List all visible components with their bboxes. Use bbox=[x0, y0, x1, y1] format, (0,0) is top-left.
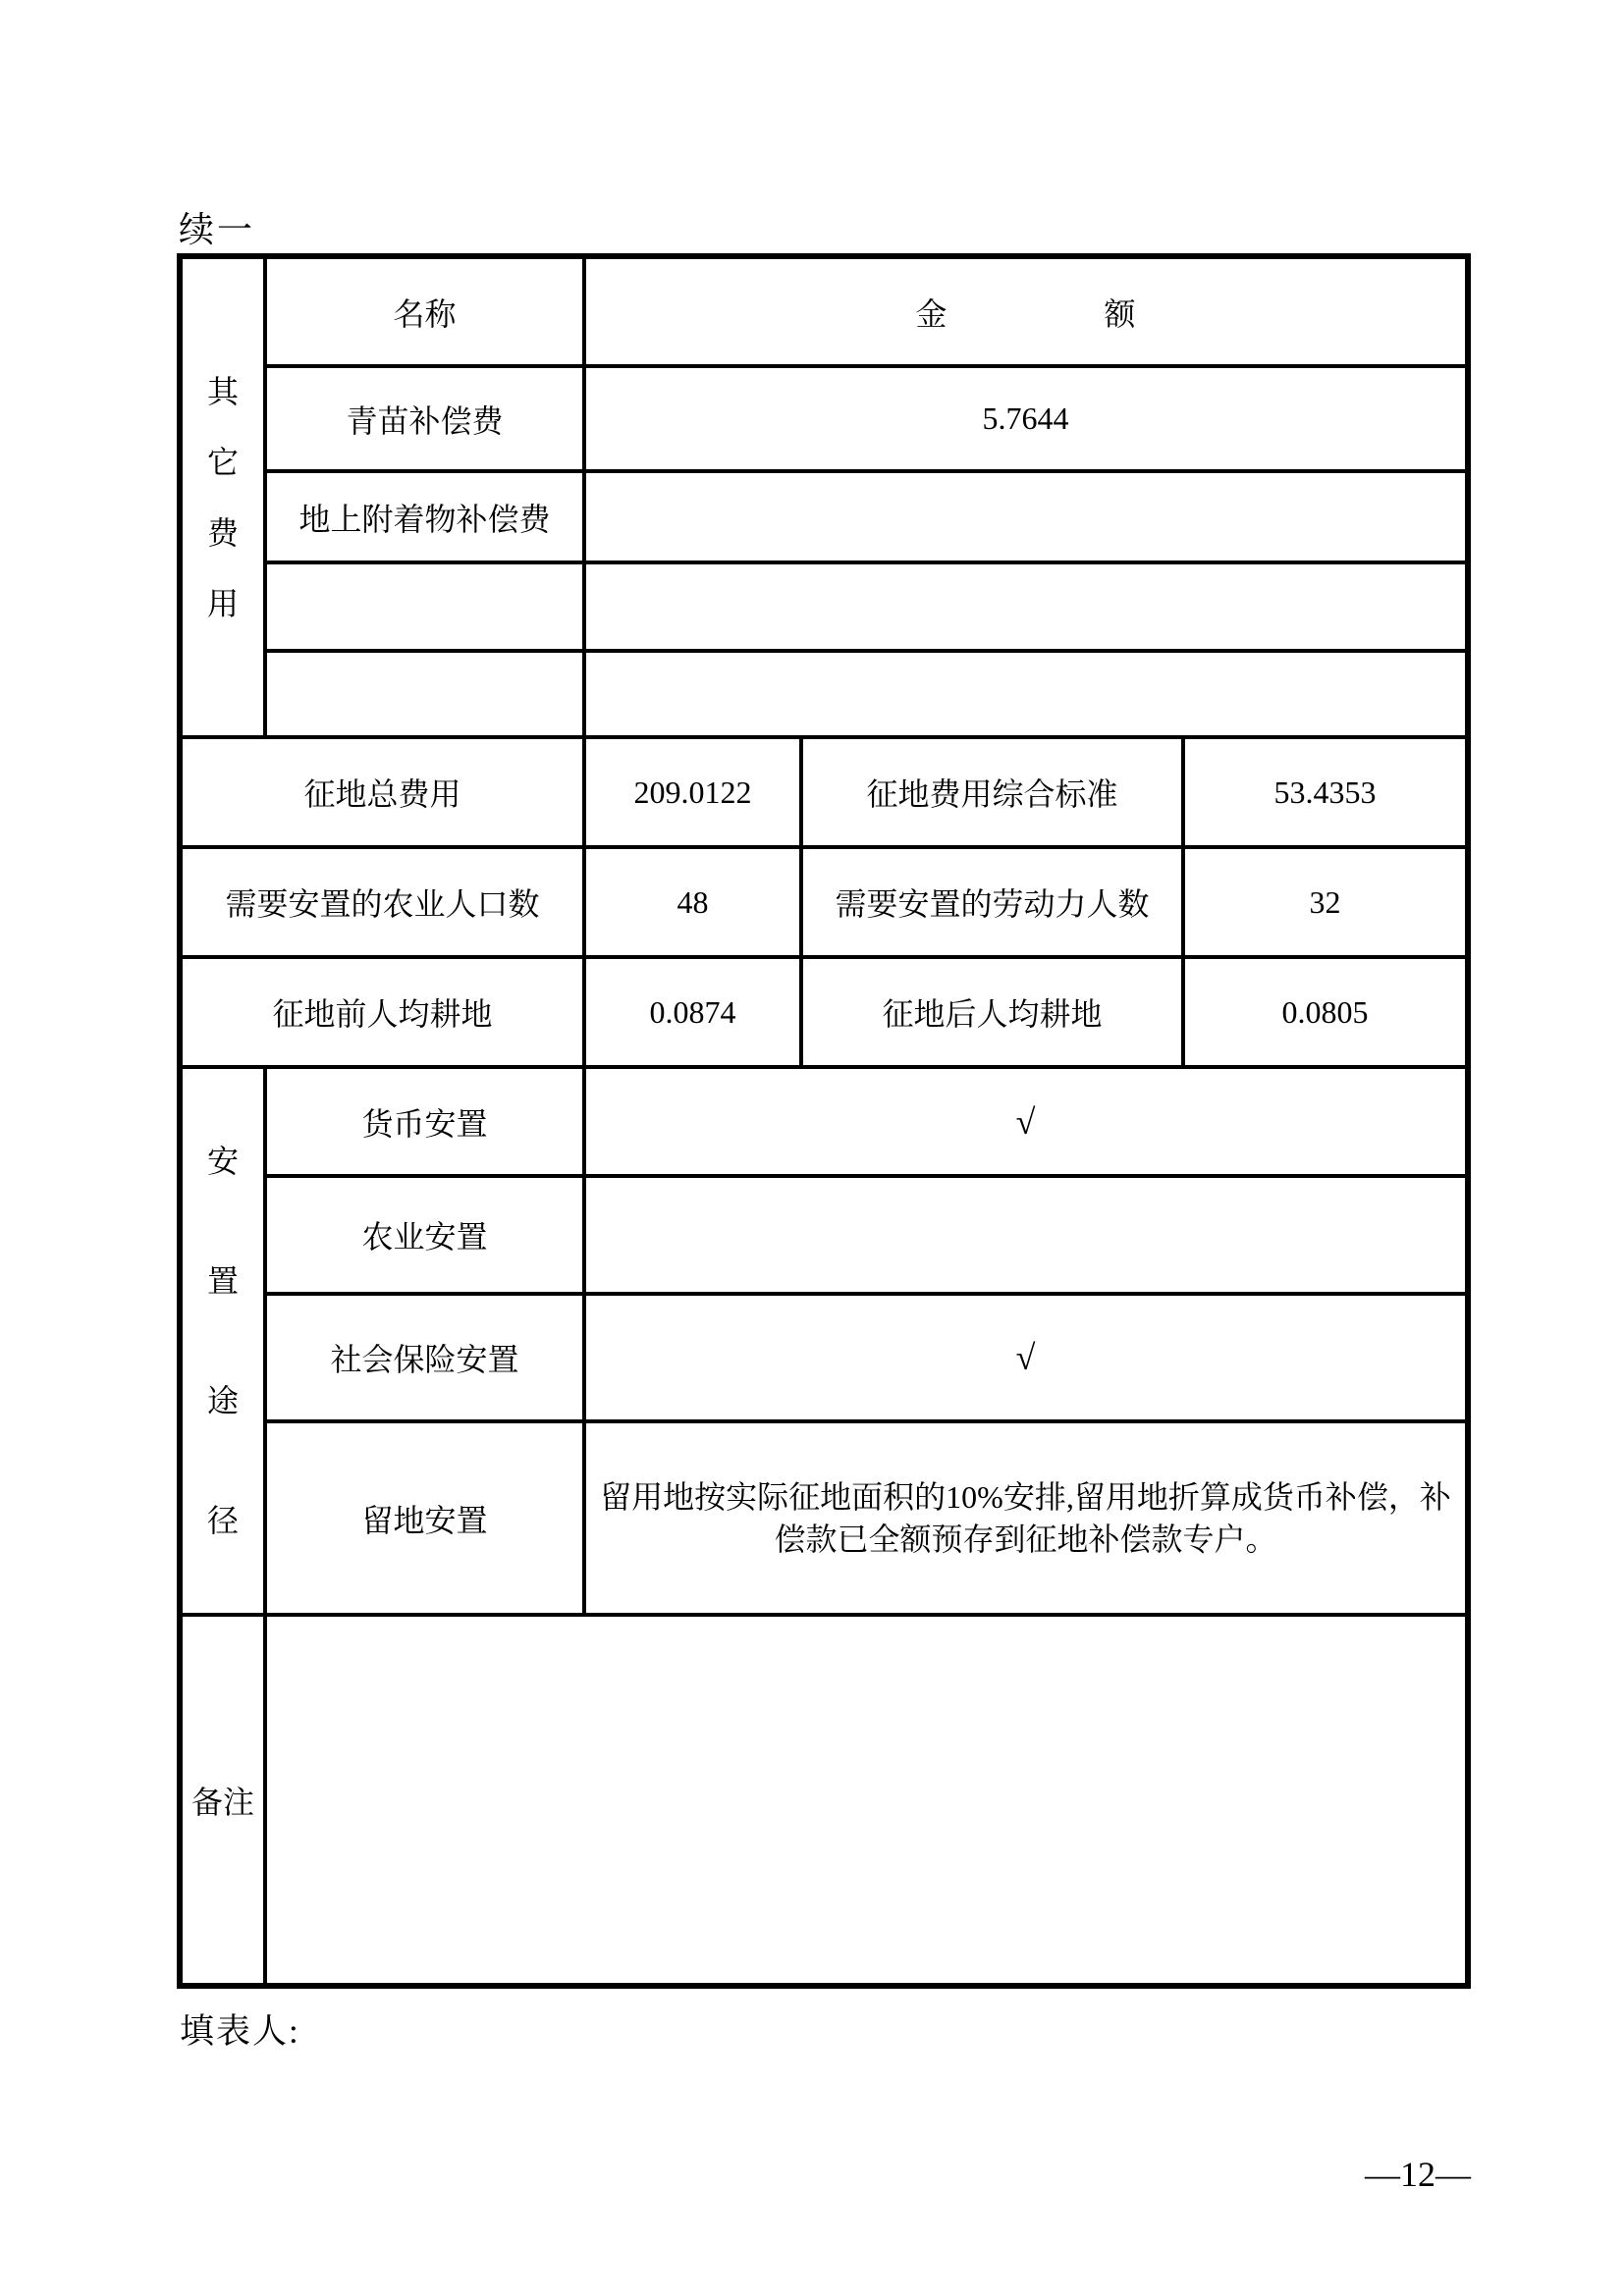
other-fees-group-header bbox=[180, 256, 265, 737]
fee-row-name: 地上附着物补偿费 bbox=[265, 471, 584, 562]
resettlement-group-header bbox=[180, 1067, 265, 1615]
resettlement-row-value bbox=[584, 1067, 1468, 1176]
compensation-table bbox=[177, 253, 1471, 1989]
summary-value: 53.4353 bbox=[1183, 737, 1468, 847]
summary-value: 32 bbox=[1183, 847, 1468, 957]
remark-label: 备注 bbox=[180, 1615, 265, 1986]
remark-value bbox=[265, 1615, 1468, 1986]
summary-label: 需要安置的农业人口数 bbox=[180, 847, 584, 957]
summary-value: 209.0122 bbox=[584, 737, 801, 847]
page-number: —12— bbox=[1365, 2155, 1471, 2194]
summary-label: 征地后人均耕地 bbox=[801, 957, 1183, 1067]
checkmark-glyph: √ bbox=[1015, 1101, 1036, 1142]
fee-row-name bbox=[265, 562, 584, 651]
fee-row-amount: 5.7644 bbox=[584, 366, 1468, 471]
resettlement-row-value bbox=[584, 1294, 1468, 1421]
summary-label: 征地总费用 bbox=[180, 737, 584, 847]
summary-label: 征地费用综合标准 bbox=[801, 737, 1183, 847]
resettlement-row-label: 货币安置 bbox=[265, 1067, 584, 1176]
fee-row-amount bbox=[584, 471, 1468, 562]
summary-value: 0.0805 bbox=[1183, 957, 1468, 1067]
fee-name-column-header: 名称 bbox=[265, 256, 584, 366]
summary-label: 征地前人均耕地 bbox=[180, 957, 584, 1067]
fee-row-name bbox=[265, 651, 584, 737]
other-fees-group-label: 其它费用 bbox=[206, 373, 239, 621]
fee-row-amount bbox=[584, 651, 1468, 737]
form-filler-label: 填表人: bbox=[180, 2012, 300, 2051]
summary-value: 48 bbox=[584, 847, 801, 957]
resettlement-row-label: 农业安置 bbox=[265, 1176, 584, 1294]
resettlement-row-value bbox=[584, 1176, 1468, 1294]
fee-amount-column-header: 金 额 bbox=[584, 256, 1468, 366]
summary-label: 需要安置的劳动力人数 bbox=[801, 847, 1183, 957]
resettlement-row-label: 留地安置 bbox=[265, 1421, 584, 1615]
fee-row-amount bbox=[584, 562, 1468, 651]
checkmark-glyph: √ bbox=[1015, 1338, 1036, 1377]
resettlement-row-value: 留用地按实际征地面积的10%安排,留用地折算成货币补偿，补偿款已全额预存到征地补偿款专户。 bbox=[584, 1421, 1468, 1615]
fee-row-name: 青苗补偿费 bbox=[265, 366, 584, 471]
continuation-label: 续一 bbox=[179, 210, 256, 249]
resettlement-row-label: 社会保险安置 bbox=[265, 1294, 584, 1421]
summary-value: 0.0874 bbox=[584, 957, 801, 1067]
resettlement-group-label: 安置途径 bbox=[206, 1144, 239, 1538]
